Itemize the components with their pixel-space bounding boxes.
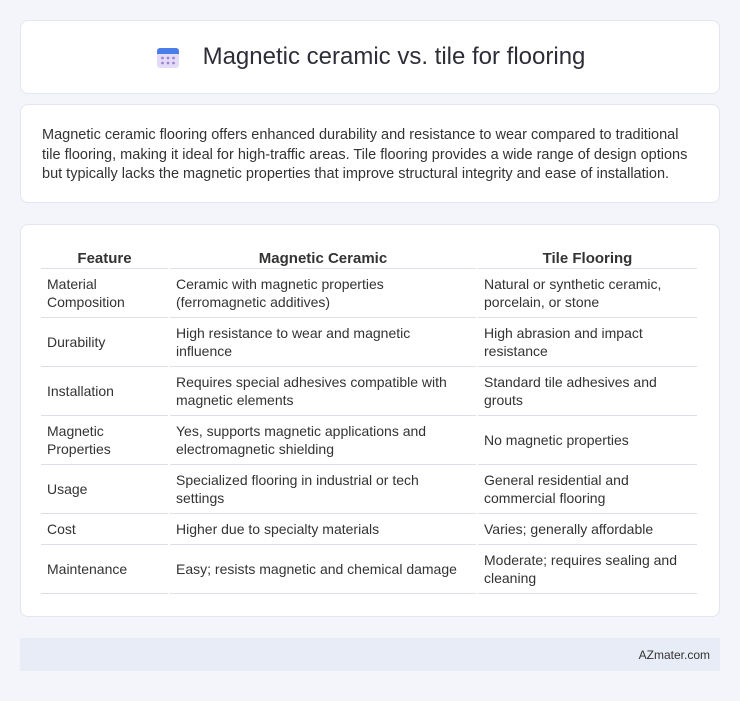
table-row xyxy=(41,318,697,367)
magnetic-ceramic-cell: Requires special adhesives compatible with magnetic elements xyxy=(170,367,476,416)
intro-paragraph: Magnetic ceramic flooring offers enhanced durability and resistance to wear compared to traditional tile flooring, making it ideal for high-traffic areas. Tile flooring provides a wide range of design options but typically lacks the magnetic properties that improve structural integrity and ease of installation. xyxy=(42,127,688,182)
magnetic-ceramic-cell: Ceramic with magnetic properties (ferromagnetic additives) xyxy=(170,269,476,318)
feature-cell: Material Composition xyxy=(41,269,168,318)
tile-flooring-cell: No magnetic properties xyxy=(478,416,697,465)
feature-cell: Installation xyxy=(41,367,168,416)
footer-bar xyxy=(20,638,720,671)
title-card xyxy=(20,20,720,94)
table-row xyxy=(41,514,697,545)
magnetic-ceramic-cell: Specialized flooring in industrial or tech settings xyxy=(170,465,476,514)
table-header-row xyxy=(41,245,697,269)
table-row xyxy=(41,269,697,318)
footer-brand: AZmater.com xyxy=(638,647,710,662)
tile-flooring-cell: Standard tile adhesives and grouts xyxy=(478,367,697,416)
table-row xyxy=(41,367,697,416)
tile-flooring-cell: High abrasion and impact resistance xyxy=(478,318,697,367)
magnetic-ceramic-cell: Higher due to specialty materials xyxy=(170,514,476,545)
tile-flooring-cell: General residential and commercial flooring xyxy=(478,465,697,514)
feature-cell: Durability xyxy=(41,318,168,367)
page-title: Magnetic ceramic vs. tile for flooring xyxy=(202,43,586,70)
tile-flooring-cell: Natural or synthetic ceramic, porcelain, or stone xyxy=(478,269,697,318)
header-tile-flooring: Tile Flooring xyxy=(478,245,697,269)
calendar-icon xyxy=(155,44,181,70)
magnetic-ceramic-cell: Yes, supports magnetic applications and electromagnetic shielding xyxy=(170,416,476,465)
comparison-card xyxy=(20,224,720,617)
table-row xyxy=(41,416,697,465)
tile-flooring-cell: Moderate; requires sealing and cleaning xyxy=(478,545,697,594)
feature-cell: Usage xyxy=(41,465,168,514)
feature-cell: Maintenance xyxy=(41,545,168,594)
magnetic-ceramic-cell: Easy; resists magnetic and chemical damage xyxy=(170,545,476,594)
header-magnetic-ceramic: Magnetic Ceramic xyxy=(170,245,476,269)
magnetic-ceramic-cell: High resistance to wear and magnetic influence xyxy=(170,318,476,367)
table-row xyxy=(41,545,697,594)
feature-cell: Cost xyxy=(41,514,168,545)
comparison-table xyxy=(39,245,699,594)
table-row xyxy=(41,465,697,514)
header-feature: Feature xyxy=(41,245,168,269)
intro-card xyxy=(20,104,720,203)
feature-cell: Magnetic Properties xyxy=(41,416,168,465)
tile-flooring-cell: Varies; generally affordable xyxy=(478,514,697,545)
